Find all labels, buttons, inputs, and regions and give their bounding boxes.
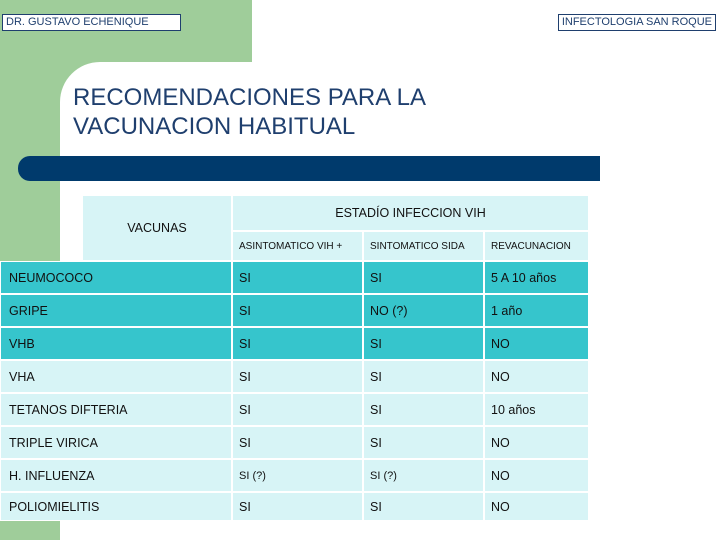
asintomatico-cell: SI bbox=[232, 492, 363, 521]
subheader-sintomatico: SINTOMATICO SIDA bbox=[363, 231, 484, 261]
asintomatico-cell: SI bbox=[232, 426, 363, 459]
asintomatico-cell: SI bbox=[232, 393, 363, 426]
sintomatico-cell: SI (?) bbox=[363, 459, 484, 492]
asintomatico-cell: SI (?) bbox=[232, 459, 363, 492]
vaccine-name-cell: TETANOS DIFTERIA bbox=[0, 393, 232, 426]
sintomatico-cell: SI bbox=[363, 261, 484, 294]
asintomatico-cell: SI bbox=[232, 360, 363, 393]
asintomatico-cell: SI bbox=[232, 261, 363, 294]
vaccine-name-cell: GRIPE bbox=[0, 294, 232, 327]
slide-title-line-1: RECOMENDACIONES PARA LA bbox=[73, 84, 426, 111]
stage-header: ESTADÍO INFECCION VIH bbox=[232, 195, 589, 231]
author-label: DR. GUSTAVO ECHENIQUE bbox=[2, 14, 181, 31]
revacunacion-cell: NO bbox=[484, 360, 589, 393]
sintomatico-cell: SI bbox=[363, 327, 484, 360]
vaccination-table bbox=[9, 195, 589, 521]
institution-label: INFECTOLOGIA SAN ROQUE bbox=[558, 14, 716, 31]
revacunacion-cell: 1 año bbox=[484, 294, 589, 327]
vaccine-name-cell: VHA bbox=[0, 360, 232, 393]
slide-title bbox=[73, 83, 633, 141]
vaccine-name-cell: NEUMOCOCO bbox=[0, 261, 232, 294]
vaccines-column-header: VACUNAS bbox=[82, 195, 232, 261]
sintomatico-cell: SI bbox=[363, 360, 484, 393]
vaccine-name-cell: VHB bbox=[0, 327, 232, 360]
revacunacion-cell: 10 años bbox=[484, 393, 589, 426]
title-divider-bar bbox=[18, 156, 600, 181]
revacunacion-cell: NO bbox=[484, 459, 589, 492]
asintomatico-cell: SI bbox=[232, 327, 363, 360]
revacunacion-cell: NO bbox=[484, 327, 589, 360]
revacunacion-cell: NO bbox=[484, 426, 589, 459]
vaccine-name-cell: POLIOMIELITIS bbox=[0, 492, 232, 521]
revacunacion-cell: NO bbox=[484, 492, 589, 521]
vaccine-name-cell: H. INFLUENZA bbox=[0, 459, 232, 492]
slide-title-line-2: VACUNACION HABITUAL bbox=[73, 113, 356, 140]
subheader-revacunacion: REVACUNACION bbox=[484, 231, 589, 261]
asintomatico-cell: SI bbox=[232, 294, 363, 327]
sintomatico-cell: SI bbox=[363, 393, 484, 426]
subheader-asintomatico: ASINTOMATICO VIH + bbox=[232, 231, 363, 261]
vaccine-name-cell: TRIPLE VIRICA bbox=[0, 426, 232, 459]
sintomatico-cell: SI bbox=[363, 426, 484, 459]
revacunacion-cell: 5 A 10 años bbox=[484, 261, 589, 294]
sintomatico-cell: NO (?) bbox=[363, 294, 484, 327]
sintomatico-cell: SI bbox=[363, 492, 484, 521]
